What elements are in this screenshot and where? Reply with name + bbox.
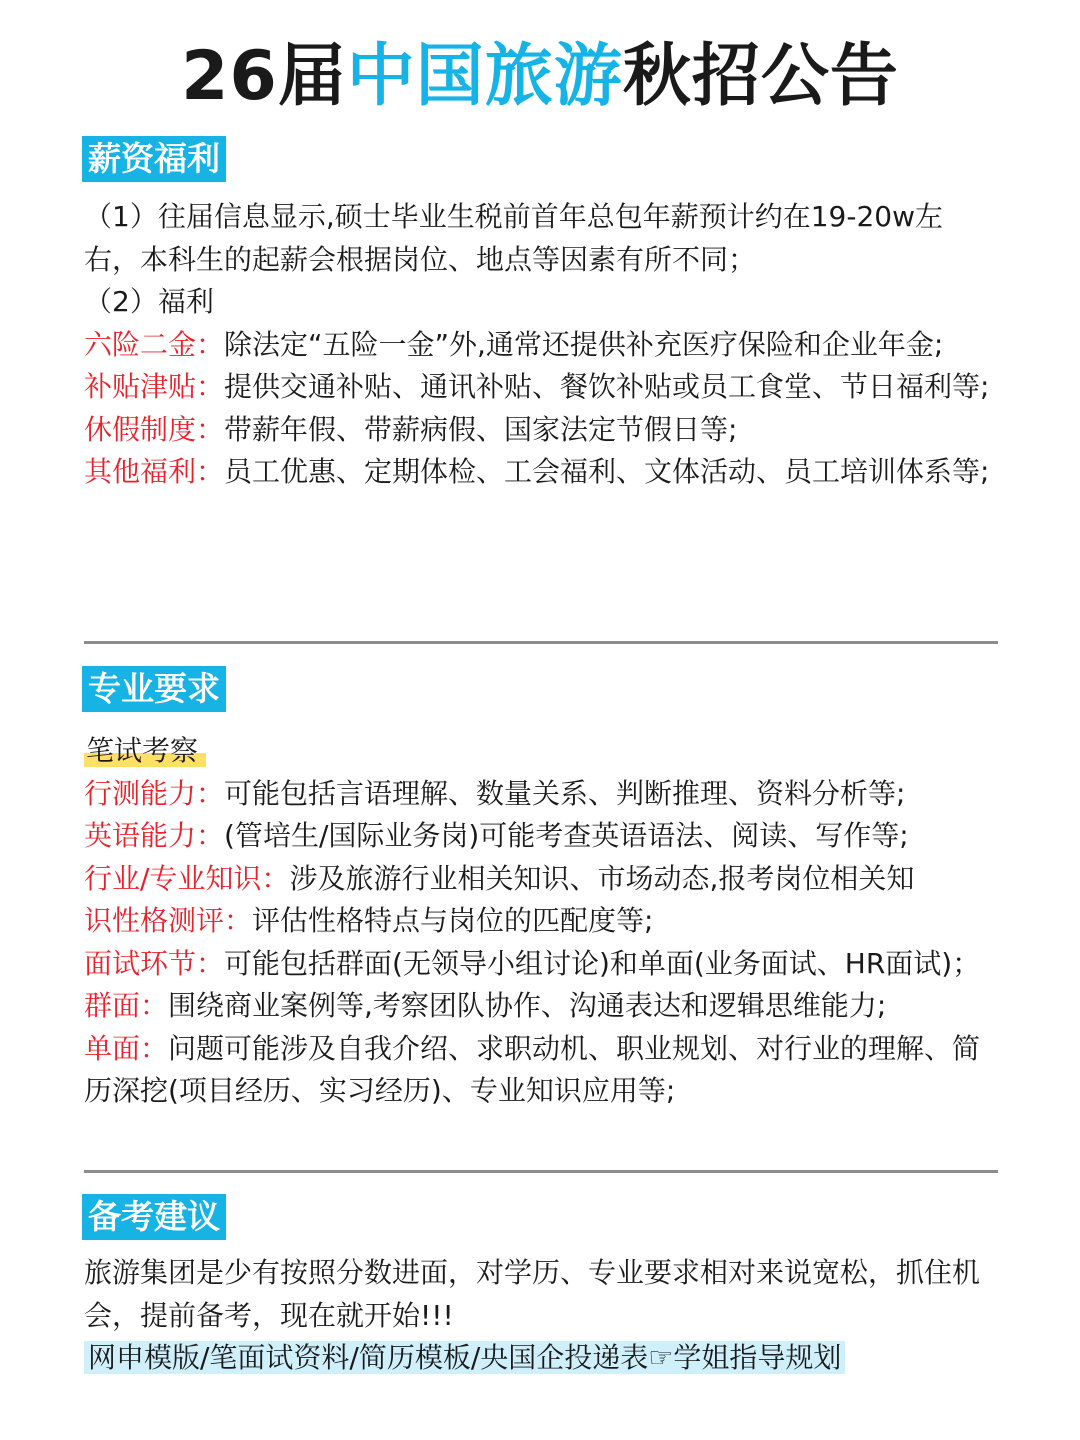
benefit-label: 补贴津贴： (84, 370, 225, 403)
benefit-label: 休假制度： (84, 412, 225, 446)
prep-tag: 备考建议 (82, 1194, 226, 1240)
major-body (84, 730, 998, 1113)
requirement-item (84, 815, 998, 858)
requirement-text: (管培生/国际业务岗)可能考查英语语法、阅读、写作等; (224, 819, 909, 852)
requirement-item (84, 773, 998, 816)
salary-tag: 薪资福利 (82, 136, 226, 182)
benefit-text: 除法定“五险一金”外,通常还提供补充医疗保险和企业年金; (224, 327, 944, 361)
benefit-item (84, 409, 998, 452)
title-prefix: 26届 (181, 37, 347, 116)
section-divider (84, 641, 998, 644)
benefit-item (84, 324, 998, 367)
section-divider (84, 1170, 998, 1173)
major-section (84, 666, 998, 1113)
salary-section (84, 136, 998, 494)
major-tag: 专业要求 (82, 666, 226, 712)
requirement-text: 涉及旅游行业相关知识、市场动态,报考岗位相关知 (289, 861, 915, 895)
benefit-label: 其他福利： (84, 455, 225, 488)
benefit-label: 六险二金： (84, 327, 225, 361)
requirement-label: 英语能力： (84, 819, 225, 852)
requirement-label: 行业/专业知识： (84, 861, 290, 895)
benefit-text: 提供交通补贴、通讯补贴、餐饮补贴或员工食堂、节日福利等; (224, 370, 990, 403)
benefit-item (84, 366, 998, 409)
requirement-text: 可能包括言语理解、数量关系、判断推理、资料分析等; (224, 776, 906, 810)
prep-text: 旅游集团是少有按照分数进面，对学历、专业要求相对来说宽松，抓住机会，提前备考，现在就开始!!! (84, 1256, 981, 1332)
requirement-item (84, 858, 998, 901)
requirement-text: 问题可能涉及自我介绍、求职动机、职业规划、对行业的理解、简历深挖(项目经历、实习经历)、专业知识应用等; (84, 1031, 981, 1107)
requirement-label: 面试环节： (84, 946, 225, 980)
requirement-text: 可能包括群面(无领导小组讨论)和单面(业务面试、HR面试)； (224, 946, 981, 980)
requirement-label: 群面： (84, 989, 169, 1022)
requirement-label: 识性格测评： (84, 904, 253, 937)
requirement-label: 单面： (84, 1031, 169, 1065)
page-title (0, 32, 1080, 122)
benefit-text: 员工优惠、定期体检、工会福利、文体活动、员工培训体系等; (224, 455, 990, 488)
title-accent: 中国旅游 (346, 37, 623, 116)
prep-section (84, 1194, 998, 1380)
requirement-item (84, 900, 998, 943)
benefit-item (84, 451, 998, 494)
requirement-item (84, 1028, 998, 1113)
benefit-text: 带薪年假、带薪病假、国家法定节假日等; (224, 412, 738, 446)
requirement-text: 围绕商业案例等,考察团队协作、沟通表达和逻辑思维能力; (168, 989, 887, 1022)
requirement-text: 评估性格特点与岗位的匹配度等; (252, 904, 654, 937)
requirement-item (84, 985, 998, 1028)
salary-body (84, 196, 998, 494)
prep-body (84, 1252, 998, 1380)
resources-highlight: 网申模版/笔面试资料/简历模板/央国企投递表☞学姐指导规划 (84, 1341, 845, 1374)
title-suffix: 秋招公告 (622, 37, 899, 116)
salary-line-1: （1）往届信息显示,硕士毕业生税前首年总包年薪预计约在19-20w左右，本科生的起薪会根据岗位、地点等因素有所不同； (84, 200, 943, 276)
requirement-item (84, 943, 998, 986)
written-test-subheading: 笔试考察 (84, 734, 206, 767)
salary-line-2: （2）福利 (84, 285, 214, 318)
requirement-label: 行测能力： (84, 776, 225, 810)
resources-line (84, 1337, 998, 1380)
written-test-heading (84, 730, 998, 773)
